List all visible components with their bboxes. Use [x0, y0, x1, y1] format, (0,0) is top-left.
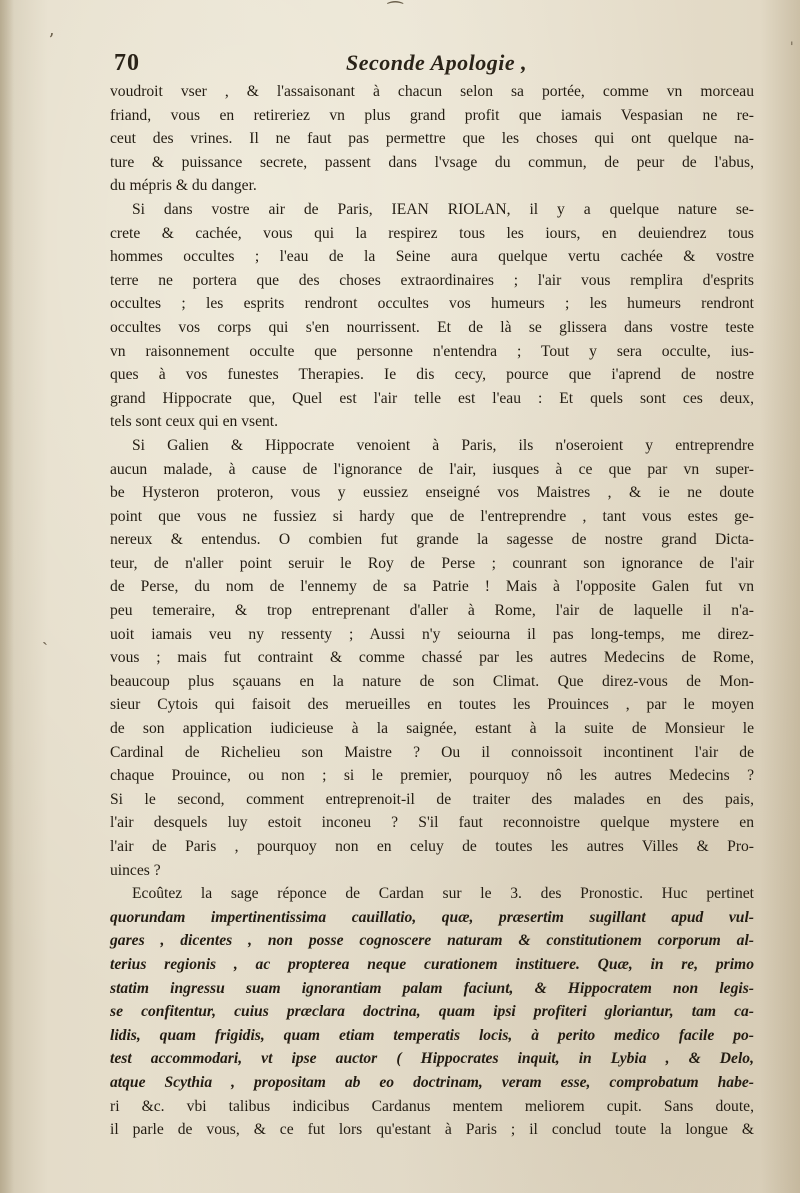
text-line: teur, de n'aller point seruir le Roy de Perse ; counrant son ignorance de l'air	[110, 554, 754, 572]
text-line: Si le second, comment entreprenoit-il de traiter des malades en des pais,	[110, 790, 754, 808]
text-line: beaucoup plus sçauans en la nature de son Climat. Que direz-vous de Mon-	[110, 672, 754, 690]
text-line: ri &c. vbi talibus indicibus Cardanus mentem meliorem cupit. Sans doute,	[110, 1097, 754, 1115]
printer-mark-top: ⁀	[388, 2, 403, 23]
text-line: point que vous ne fussiez si hardy que de l'entreprendre , tant vous estes ge-	[110, 507, 754, 525]
text-line: tels sont ceux qui en vsent.	[110, 413, 279, 431]
running-head: Seconde Apologie ,	[346, 50, 528, 75]
margin-mark: '	[790, 40, 794, 55]
text-line: Cardinal de Richelieu son Maistre ? Ou il connoissoit incontinent l'air de	[110, 743, 754, 761]
text-line: quorundam impertinentissima cauillatio, quæ, præsertim sugillant apud vul-	[110, 908, 754, 926]
text-line: de Perse, du nom de l'ennemy de sa Patrie ! Mais à l'opposite Galen fut vn	[110, 578, 754, 596]
text-line: uoit iamais veu ny ressenty ; Aussi n'y seiourna il pas long-temps, me direz-	[110, 625, 754, 643]
text-line: friand, vous en retireriez vn plus grand profit que iamais Vespasian ne re-	[110, 106, 754, 124]
text-line: ture & puissance secrete, passent dans l'vsage du commun, de peur de l'abus,	[110, 153, 754, 171]
text-line: ques à vos funestes Therapies. Ie dis cecy, pource que i'aprend de nostre	[110, 366, 754, 384]
text-line: sieur Cytois qui faisoit des merueilles en toutes les Prouinces , par le moyen	[110, 696, 754, 714]
text-line: crete & cachée, vous qui la respirez tous les iours, en deuiendrez tous	[110, 224, 754, 242]
body-text	[110, 80, 754, 1142]
text-line: vn raisonnement occulte que personne n'entendra ; Tout y sera occulte, ius-	[110, 342, 754, 360]
text-line: de son application iudicieuse à la saignée, estant à la suite de Monsieur le	[110, 720, 754, 738]
text-line: voudroit vser , & l'assaisonant à chacun selon sa portée, comme vn morceau	[110, 83, 754, 100]
text-line: l'air de Paris , pourquoy non en celuy de toutes les autres Villes & Pro-	[110, 838, 754, 855]
text-line: Si dans vostre air de Paris, IEAN RIOLAN, il y a quelque nature se-	[132, 200, 754, 218]
text-line: il parle de vous, & ce fut lors qu'estant à Paris ; il conclud toute la longue &	[110, 1121, 754, 1139]
text-line: aucun malade, à cause de l'ignorance de l'air, iusques à ce que par vn super-	[110, 460, 754, 478]
text-line: vous ; mais fut contraint & comme chassé par les autres Medecins de Rome,	[110, 649, 754, 667]
page-number: 70	[114, 50, 140, 76]
text-line: grand Hippocrate que, Quel est l'air telle est l'eau : Et quels sont ces deux,	[110, 389, 754, 407]
text-line: du mépris & du danger.	[110, 177, 257, 195]
text-line: Si Galien & Hippocrate venoient à Paris, ils n'oseroient y entreprendre	[132, 436, 754, 454]
text-line: lidis, quam frigidis, quam etiam temperatis locis, à perito medico facile po-	[110, 1026, 754, 1044]
text-line: ceut des vrines. Il ne faut pas permettre que les choses qui ont quelque na-	[110, 130, 754, 148]
text-line: statim ingressu suam ignorantiam palam faciunt, & Hippocratem non legis-	[110, 979, 754, 997]
text-line: l'air desquels luy estoit inconeu ? S'il faut reconnoistre quelque mystere en	[110, 814, 754, 832]
margin-mark: ʼ	[48, 30, 54, 51]
text-line: be Hysteron proteron, vous y eussiez enseigné vos Maistres , & ie ne doute	[110, 484, 754, 502]
margin-mark: ˎ	[42, 625, 48, 646]
text-line: Ecoûtez la sage réponce de Cardan sur le 3. des Pronostic. Huc pertinet	[132, 885, 754, 903]
text-line: occultes ; les esprits rendront occultes vos humeurs ; les humeurs rendront	[110, 295, 754, 313]
text-line: terius regionis , ac propterea neque curationem instituere. Quæ, in re, primo	[110, 955, 754, 973]
text-line: nereux & entendus. O combien fut grande la sagesse de nostre grand Dicta-	[110, 531, 754, 549]
text-line: hommes occultes ; l'eau de la Seine aura quelque vertu cachée & vostre	[110, 248, 754, 266]
page-gutter-shadow	[0, 0, 14, 1193]
text-line: occultes vos corps qui s'en nourrissent. Et de là se glissera dans vostre teste	[110, 318, 754, 336]
text-line: se confitentur, cuius præclara doctrina, quam ipsi profiteri gloriantur, tam ca-	[110, 1003, 754, 1021]
text-line: atque Scythia , propositam ab eo doctrinam, veram esse, comprobatum habe-	[110, 1073, 754, 1091]
text-line: test accommodari, vt ipse auctor ( Hippocrates inquit, in Lybia , & Delo,	[110, 1050, 754, 1068]
page-header	[114, 48, 754, 82]
text-line: chaque Prouince, ou non ; si le premier, pourquoy nô les autres Medecins ?	[110, 767, 754, 785]
text-line: peu temeraire, & trop entreprenant d'aller à Rome, l'air de laquelle il n'a-	[110, 602, 754, 620]
text-line: terre ne portera que des choses extraordinaires ; l'air vous remplira d'esprits	[110, 271, 754, 289]
text-line: gares , dicentes , non posse cognoscere naturam & constitutionem corporum al-	[110, 932, 754, 950]
text-line: uinces ?	[110, 861, 161, 879]
